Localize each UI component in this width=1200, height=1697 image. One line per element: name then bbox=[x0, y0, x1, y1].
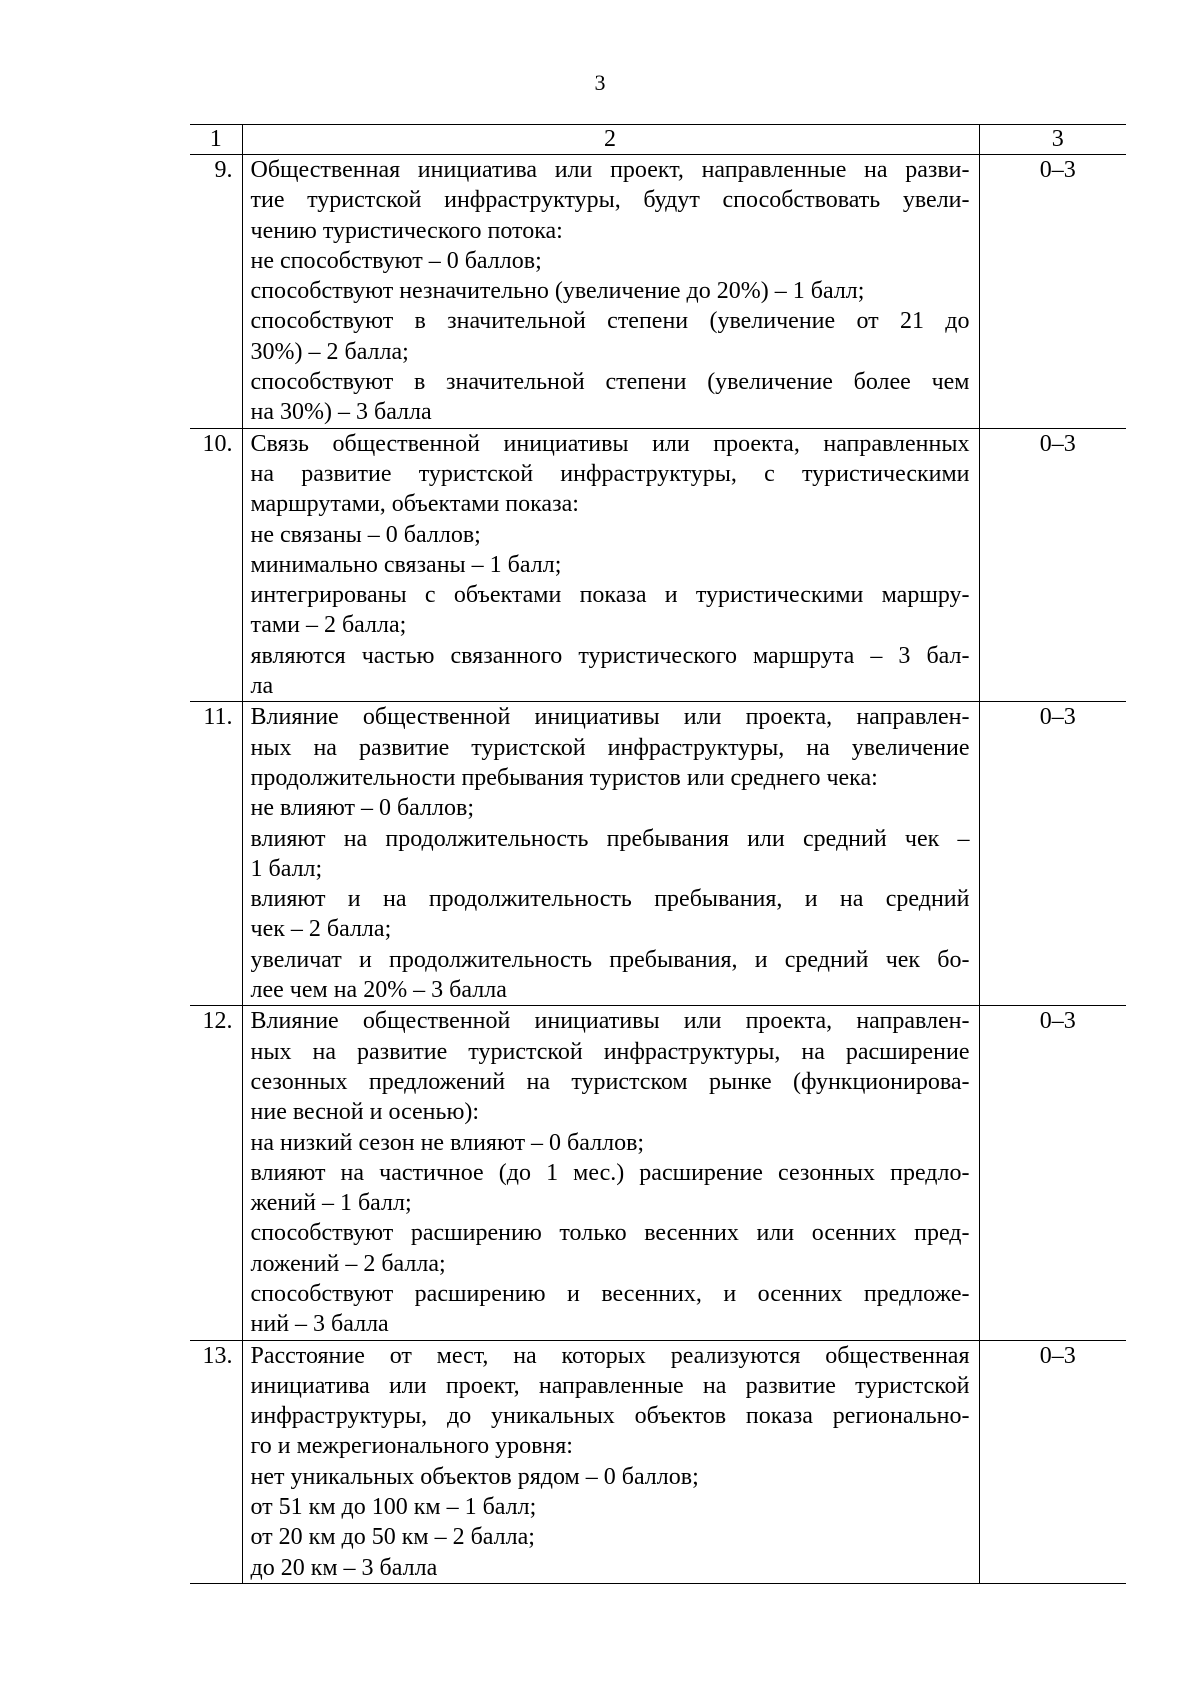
score-range: 0–3 bbox=[979, 155, 1126, 429]
criterion-line: влияют и на продолжительность пребывания, и на средний bbox=[250, 886, 970, 913]
criterion-line: ние весной и осенью): bbox=[250, 1099, 480, 1126]
criterion-line: способствуют незначительно (увеличение до 20%) – 1 балл; bbox=[250, 278, 865, 305]
criterion-line: инициатива или проект, направленные на развитие туристской bbox=[250, 1372, 970, 1399]
criteria-table-body bbox=[190, 125, 1126, 1584]
criterion-line: го и межрегионального уровня: bbox=[250, 1433, 573, 1460]
page-number: 3 bbox=[594, 70, 606, 95]
criterion-line: ла bbox=[250, 673, 274, 700]
criterion-line: тами – 2 балла; bbox=[250, 612, 407, 639]
criterion-line: ных на развитие туристской инфраструктуры, на увеличение bbox=[250, 734, 970, 761]
column-header-criterion: 2 bbox=[242, 125, 979, 155]
criterion-line: на низкий сезон не влияют – 0 баллов; bbox=[250, 1129, 645, 1156]
criterion-line: способствуют в значительной степени (увеличение от 21 до bbox=[250, 308, 970, 335]
criterion-line: жений – 1 балл; bbox=[250, 1190, 412, 1217]
table-row bbox=[190, 428, 1126, 702]
criterion-line: инфраструктуры, до уникальных объектов показа регионально- bbox=[250, 1403, 970, 1430]
criterion-line: являются частью связанного туристического маршрута – 3 бал- bbox=[250, 642, 970, 669]
criterion-line: Влияние общественной инициативы или проекта, направлен- bbox=[250, 704, 970, 731]
row-number: 9. bbox=[190, 155, 242, 429]
criterion-line: минимально связаны – 1 балл; bbox=[250, 551, 562, 578]
criterion-line: не способствуют – 0 баллов; bbox=[250, 247, 542, 274]
criterion-line: чек – 2 балла; bbox=[250, 916, 392, 943]
criterion-line: влияют на частичное (до 1 мес.) расширение сезонных предло- bbox=[250, 1159, 970, 1186]
criterion-line: Связь общественной инициативы или проекта, направленных bbox=[250, 430, 970, 457]
table-header-row bbox=[190, 125, 1126, 155]
criterion-line: 30%) – 2 балла; bbox=[250, 338, 409, 365]
criterion-line: способствуют в значительной степени (увеличение более чем bbox=[250, 369, 970, 396]
criterion-line: не связаны – 0 баллов; bbox=[250, 521, 481, 548]
criterion-line: Общественная инициатива или проект, направленные на разви- bbox=[250, 157, 970, 183]
criterion-description bbox=[242, 1006, 979, 1340]
criterion-line: тие туристской инфраструктуры, будут способствовать увели- bbox=[250, 187, 970, 214]
row-number: 12. bbox=[190, 1006, 242, 1340]
criterion-description bbox=[242, 702, 979, 1006]
criterion-line: способствуют расширению и весенних, и осенних предложе- bbox=[250, 1280, 970, 1307]
row-number: 11. bbox=[190, 702, 242, 1006]
score-range: 0–3 bbox=[979, 702, 1126, 1006]
criterion-line: маршрутами, объектами показа: bbox=[250, 491, 579, 518]
criterion-line: ложений – 2 балла; bbox=[250, 1250, 446, 1277]
table-row bbox=[190, 702, 1126, 1006]
criterion-line: не влияют – 0 баллов; bbox=[250, 795, 474, 822]
criterion-line: от 51 км до 100 км – 1 балл; bbox=[250, 1494, 537, 1521]
table-row bbox=[190, 155, 1126, 429]
criterion-line: лее чем на 20% – 3 балла bbox=[250, 977, 507, 1004]
criterion-line: нет уникальных объектов рядом – 0 баллов; bbox=[250, 1463, 699, 1490]
criterion-line: Влияние общественной инициативы или проекта, направлен- bbox=[250, 1008, 970, 1035]
criteria-table bbox=[190, 124, 1126, 1584]
criterion-line: Расстояние от мест, на которых реализуются общественная bbox=[250, 1342, 970, 1369]
score-range: 0–3 bbox=[979, 1006, 1126, 1340]
criterion-line: сезонных предложений на туристском рынке (функционирова- bbox=[250, 1068, 970, 1095]
criterion-line: на 30%) – 3 балла bbox=[250, 399, 432, 426]
table-row bbox=[190, 1340, 1126, 1583]
criterion-line: на развитие туристской инфраструктуры, с туристическими bbox=[250, 460, 970, 487]
criterion-line: увеличат и продолжительность пребывания, и средний чек бо- bbox=[250, 946, 970, 973]
score-range: 0–3 bbox=[979, 1340, 1126, 1583]
criterion-line: влияют на продолжительность пребывания или средний чек – bbox=[250, 825, 970, 852]
column-header-score: 3 bbox=[979, 125, 1126, 155]
criterion-line: до 20 км – 3 балла bbox=[250, 1554, 438, 1581]
criterion-line: от 20 км до 50 км – 2 балла; bbox=[250, 1524, 535, 1551]
column-header-number: 1 bbox=[190, 125, 242, 155]
criterion-line: продолжительности пребывания туристов или среднего чека: bbox=[250, 764, 878, 791]
criterion-line: способствуют расширению только весенних или осенних пред- bbox=[250, 1220, 970, 1247]
criterion-description bbox=[242, 1340, 979, 1583]
criterion-line: ных на развитие туристской инфраструктуры, на расширение bbox=[250, 1038, 970, 1065]
row-number: 10. bbox=[190, 428, 242, 702]
row-number: 13. bbox=[190, 1340, 242, 1583]
criterion-description bbox=[242, 155, 979, 429]
table-row bbox=[190, 1006, 1126, 1340]
criterion-description bbox=[242, 428, 979, 702]
criterion-line: 1 балл; bbox=[250, 855, 323, 882]
criterion-line: ний – 3 балла bbox=[250, 1311, 389, 1338]
score-range: 0–3 bbox=[979, 428, 1126, 702]
criterion-line: интегрированы с объектами показа и туристическими маршру- bbox=[250, 582, 970, 609]
criterion-line: чению туристического потока: bbox=[250, 217, 563, 244]
